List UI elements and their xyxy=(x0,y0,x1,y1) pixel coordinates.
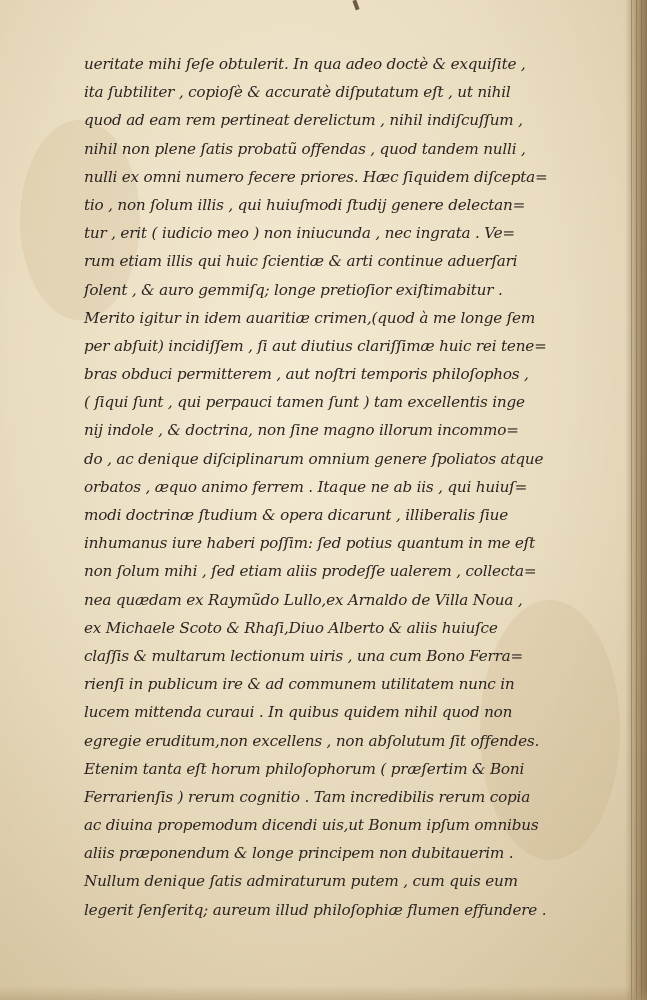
text-line: lucem mittenda curaui . In quibus quidem nihil quod non xyxy=(84,703,513,722)
text-line: tur , erit ( iudicio meo ) non iniucunda , nec ingrata . Ve= xyxy=(84,224,515,243)
text-line: modi doctrinæ ſtudium & opera dicarunt , illiberalis ſiue xyxy=(84,506,509,524)
text-line: ueritate mihi ſeſe obtulerit. In qua adeo doctè & exquiſite , xyxy=(84,55,526,73)
text-line: Etenim tanta eſt horum philoſophorum ( præſertim & Boni xyxy=(84,759,525,778)
text-line: orbatos , æquo animo ferrem . Itaque ne ab iis , qui huiuſ= xyxy=(84,477,528,496)
text-line: ſolent , & auro gemmiſq; longe pretioſior exiſtimabitur . xyxy=(84,280,503,299)
text-line: ( ſiqui ſunt , qui perpauci tamen ſunt ) tam excellentis inge xyxy=(84,393,525,412)
text-line: ex Michaele Scoto & Rhaſi,Diuo Alberto & aliis huiuſce xyxy=(84,618,498,637)
text-line: ita ſubtiliter , copioſè & accuratè diſputatum eſt , ut nihil xyxy=(84,83,511,102)
text-line: claſſis & multarum lectionum uiris , una cum Bono Ferra= xyxy=(84,646,524,665)
page-bottom-edge xyxy=(0,986,647,1000)
text-line: aliis præponendum & longe principem non dubitauerim . xyxy=(84,844,514,863)
text-line: Ferrarienſis ) rerum cognitio . Tam incredibilis rerum copia xyxy=(84,787,531,806)
text-line: legerit ſenſeritq; aureum illud philoſophiæ flumen effundere . xyxy=(84,900,547,919)
text-line: do , ac denique diſciplinarum omnium genere ſpoliatos atque xyxy=(84,449,544,468)
text-line: nulli ex omni numero fecere priores. Hæc ſiquidem diſcepta= xyxy=(84,167,548,186)
text-line: non ſolum mihi , ſed etiam aliis prodeſſe ualerem , collecta= xyxy=(84,562,537,581)
text-line: Nullum denique ſatis admiraturum putem , cum quis eum xyxy=(84,872,518,891)
latin-text-block xyxy=(84,50,584,924)
page-edge xyxy=(625,0,647,1000)
text-line: egregie eruditum,non excellens , non abſolutum ſit offendes. xyxy=(84,731,540,750)
text-line: rienſi in publicum ire & ad communem utilitatem nunc in xyxy=(84,675,515,694)
text-line: bras obduci permitterem , aut noſtri temporis philoſophos , xyxy=(84,365,529,384)
ink-mark xyxy=(352,0,359,10)
text-line: rum etiam illis qui huic ſcientiæ & arti continue aduerſari xyxy=(84,252,518,271)
text-line: nihil non plene ſatis probatũ offendas , quod tandem nulli , xyxy=(84,139,526,158)
text-line: ac diuina propemodum dicendi uis,ut Bonum ipſum omnibus xyxy=(84,816,539,835)
text-line: tio , non ſolum illis , qui huiuſmodi ſtudij genere delectan= xyxy=(84,195,526,214)
text-line: inhumanus iure haberi poſſim: ſed potius quantum in me eſt xyxy=(84,534,535,553)
text-line: quod ad eam rem pertineat derelictum , nihil indiſcuſſum , xyxy=(84,111,523,130)
text-line: nij indole , & doctrina, non ſine magno illorum incommo= xyxy=(84,421,519,440)
text-line: nea quædam ex Raymũdo Lullo,ex Arnaldo de Villa Noua , xyxy=(84,590,523,609)
text-line: Merito igitur in idem auaritiæ crimen,(quod à me longe ſem xyxy=(84,308,536,327)
text-line: per abſuit) incidiſſem , ſi aut diutius clariſſimæ huic rei tene= xyxy=(84,336,547,355)
